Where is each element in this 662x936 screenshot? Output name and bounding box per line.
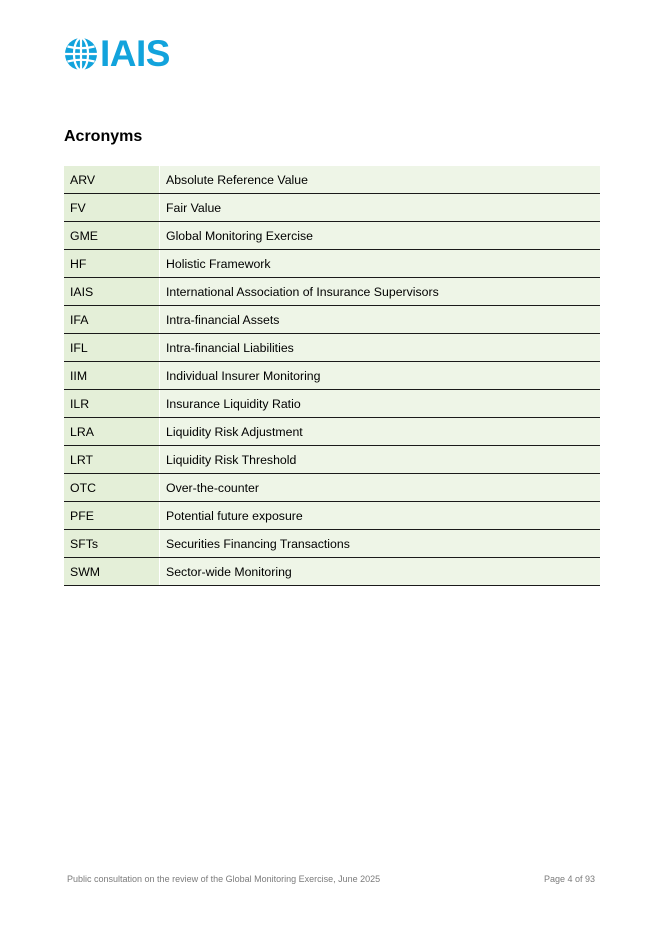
acronym-cell: OTC (64, 474, 160, 502)
table-row (64, 502, 600, 530)
footer-document-title: Public consultation on the review of the Global Monitoring Exercise, June 2025 (67, 874, 381, 884)
definition-cell: Insurance Liquidity Ratio (160, 390, 601, 418)
table-row (64, 418, 600, 446)
globe-icon (64, 37, 98, 71)
page-title: Acronyms (64, 128, 143, 145)
footer-page-number: Page 4 of 93 (543, 874, 595, 884)
table-row (64, 362, 600, 390)
acronym-cell: SFTs (64, 530, 160, 558)
acronym-cell: HF (64, 250, 160, 278)
definition-cell: International Association of Insurance Supervisors (160, 278, 601, 306)
table-row (64, 474, 600, 502)
acronyms-table-body (64, 166, 600, 586)
table-row (64, 306, 600, 334)
definition-cell: Potential future exposure (160, 502, 601, 530)
table-row (64, 390, 600, 418)
acronym-cell: LRA (64, 418, 160, 446)
acronym-cell: PFE (64, 502, 160, 530)
table-row (64, 278, 600, 306)
acronym-cell: IFA (64, 306, 160, 334)
acronym-cell: IIM (64, 362, 160, 390)
acronym-cell: ILR (64, 390, 160, 418)
table-row (64, 222, 600, 250)
acronym-cell: FV (64, 194, 160, 222)
table-row (64, 334, 600, 362)
definition-cell: Liquidity Risk Adjustment (160, 418, 601, 446)
table-row (64, 530, 600, 558)
acronyms-table (64, 166, 600, 586)
table-row (64, 446, 600, 474)
definition-cell: Holistic Framework (160, 250, 601, 278)
definition-cell: Intra-financial Liabilities (160, 334, 601, 362)
acronym-cell: ARV (64, 166, 160, 194)
definition-cell: Over-the-counter (160, 474, 601, 502)
table-row (64, 558, 600, 586)
table-row (64, 166, 600, 194)
acronym-cell: LRT (64, 446, 160, 474)
definition-cell: Individual Insurer Monitoring (160, 362, 601, 390)
acronym-cell: IAIS (64, 278, 160, 306)
acronym-cell: GME (64, 222, 160, 250)
definition-cell: Securities Financing Transactions (160, 530, 601, 558)
definition-cell: Fair Value (160, 194, 601, 222)
table-row (64, 194, 600, 222)
definition-cell: Sector-wide Monitoring (160, 558, 601, 586)
table-row (64, 250, 600, 278)
definition-cell: Absolute Reference Value (160, 166, 601, 194)
acronym-cell: IFL (64, 334, 160, 362)
acronym-cell: SWM (64, 558, 160, 586)
logo-wordmark: IAIS (100, 33, 170, 74)
iais-logo (64, 33, 170, 74)
definition-cell: Liquidity Risk Threshold (160, 446, 601, 474)
definition-cell: Global Monitoring Exercise (160, 222, 601, 250)
definition-cell: Intra-financial Assets (160, 306, 601, 334)
